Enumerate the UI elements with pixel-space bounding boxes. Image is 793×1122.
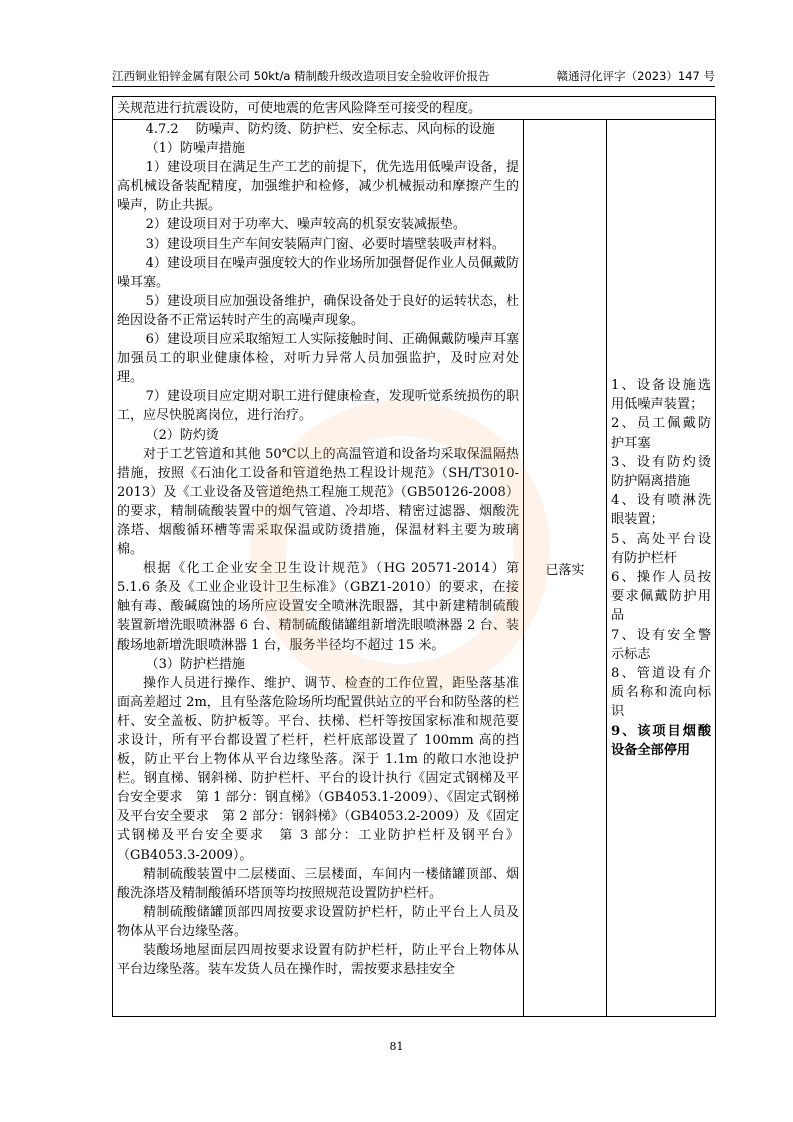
paragraph: 装酸场地屋面层四周按要求设置有防护栏杆，防止平台上物体从平台边缘坠落。装车发货人员在操作时，需按要求悬挂安全 (117, 943, 519, 978)
section-heading: 4.7.2 防噪声、防灼烫、防护栏、安全标志、风向标的设施 (145, 122, 495, 137)
paragraph: 对于工艺管道和其他 50℃以上的高温管道和设备均采取保温隔热措施，按照《石油化工设备和管道绝热工程设计规范》（SH/T3010-2013）及《工业设备及管道绝热工程施工规范》（GB50126-2008）的要求，精制硫酸装置中的烟气管道、冷却塔、精密过滤器、烟酸洗涤塔、烟酸循环槽等需采取保温或防烫措施，保温材料主要为玻璃棉。 (117, 446, 519, 558)
measures-cell (607, 120, 716, 1017)
measure-item: 3、设有防灼烫防护隔离措施 (611, 454, 712, 489)
measure-item: 1、设备设施选用低噪声装置； (611, 377, 712, 413)
paragraph: 2）建设项目对于功率大、噪声较高的机泵安装减振垫。 (145, 217, 466, 233)
paragraph: 6）建设项目应采取缩短工人实际接触时间、正确佩戴防噪声耳塞加强员工的职业健康体检，对听力异常人员加强监护，及时应对处理。 (117, 332, 519, 386)
paragraph: 3）建设项目生产车间安装隔声门窗、必要时墙壁装吸声材料。 (145, 236, 505, 252)
page-header (112, 66, 715, 86)
measure-item-emphasis: 9、该项目烟酸设备全部停用 (611, 723, 712, 758)
subheading-burn: （2）防灼烫 (145, 427, 219, 443)
continued-row (113, 97, 716, 120)
paragraph: 精制硫酸储罐顶部四周按要求设置防护栏杆，防止平台上人员及物体从平台边缘坠落。 (117, 904, 519, 939)
header-report-title: 江西铜业铅锌金属有限公司 50kt/a 精制酸升级改造项目安全验收评价报告 (112, 69, 490, 83)
page-number: 81 (389, 1040, 404, 1053)
subheading-noise: （1）防噪声措施 (145, 141, 245, 157)
paragraph: 1）建设项目在满足生产工艺的前提下，优先选用低噪声设备，提高机械设备装配精度，加强维护和检修，减少机械振动和摩擦产生的噪声，防止共振。 (117, 160, 519, 214)
measure-item: 8、管道设有介质名称和流向标识 (611, 666, 712, 720)
measure-item: 6、操作人员按要求佩戴防护用品 (611, 570, 712, 624)
header-rule (112, 86, 715, 87)
status-cell (524, 120, 607, 1017)
paragraph: 精制硫酸装置中二层楼面、三层楼面，车间内一楼储罐顶部、烟酸洗涤塔及精制酸循环塔顶等均按照规范设置防护栏杆。 (117, 866, 519, 901)
measure-item: 2、员工佩戴防护耳塞 (611, 416, 712, 451)
paragraph: 5）建设项目应加强设备维护，确保设备处于良好的运转状态，杜绝因设备不正常运转时产生的高噪声现象。 (117, 293, 519, 328)
measure-item: 5、高处平台设有防护栏杆 (611, 531, 712, 566)
requirement-cell (113, 120, 524, 1017)
paragraph: 操作人员进行操作、维护、调节、检查的工作位置，距坠落基准面高差超过 2m，且有坠落危险场所均配置供站立的平台和防坠落的栏杆、安全盖板、防护板等。平台、扶梯、栏杆等按国家标准和规范要求设计，所有平台都设置了栏杆，栏杆底部设置了 100mm 高的挡板，防止平台上物体从平台边缘坠落。深于 1.1m 的敞口水池设护栏。钢直梯、钢斜梯、防护栏杆、平台的设计执行《固定式钢梯及平台安全要求 第 1 部分：钢直梯》（GB4053.1-2009）、《固定式钢梯及平台安全要求 第 2 部分：钢斜梯》（GB4053.2-2009）及《固定式钢梯及平台安全要求 第 3 部分：工业防护栏杆及钢平台》（GB4053.3-2009）。 (117, 675, 519, 863)
content-table (112, 96, 716, 1017)
header-report-number: 赣通浔化评字（2023）147 号 (556, 69, 715, 83)
paragraph: 7）建设项目应定期对职工进行健康检查，发现听觉系统损伤的职工，应尽快脱离岗位，进行治疗。 (117, 389, 519, 424)
measure-item: 7、设有安全警示标志 (611, 627, 712, 662)
status-text: 已落实 (545, 562, 585, 578)
subheading-guardrail: （3）防护栏措施 (145, 656, 245, 672)
paragraph: 4）建设项目在噪声强度较大的作业场所加强督促作业人员佩戴防噪耳塞。 (117, 255, 519, 290)
measure-item: 4、设有喷淋洗眼装置； (611, 493, 712, 528)
continued-text: 关规范进行抗震设防，可使地震的危害风险降至可接受的程度。 (117, 101, 482, 116)
paragraph: 根据《化工企业安全卫生设计规范》（HG 20571-2014）第 5.1.6 条及《工业企业设计卫生标准》（GBZ1-2010）的要求，在接触有毒、酸碱腐蚀的场所应设置安全喷淋洗眼器，其中新建精制硫酸装置新增洗眼喷淋器 6 台、精制硫酸储罐组新增洗眼喷淋器 2 台、装酸场地新增洗眼喷淋器 1 台，服务半径均不超过 15 米。 (117, 561, 519, 653)
